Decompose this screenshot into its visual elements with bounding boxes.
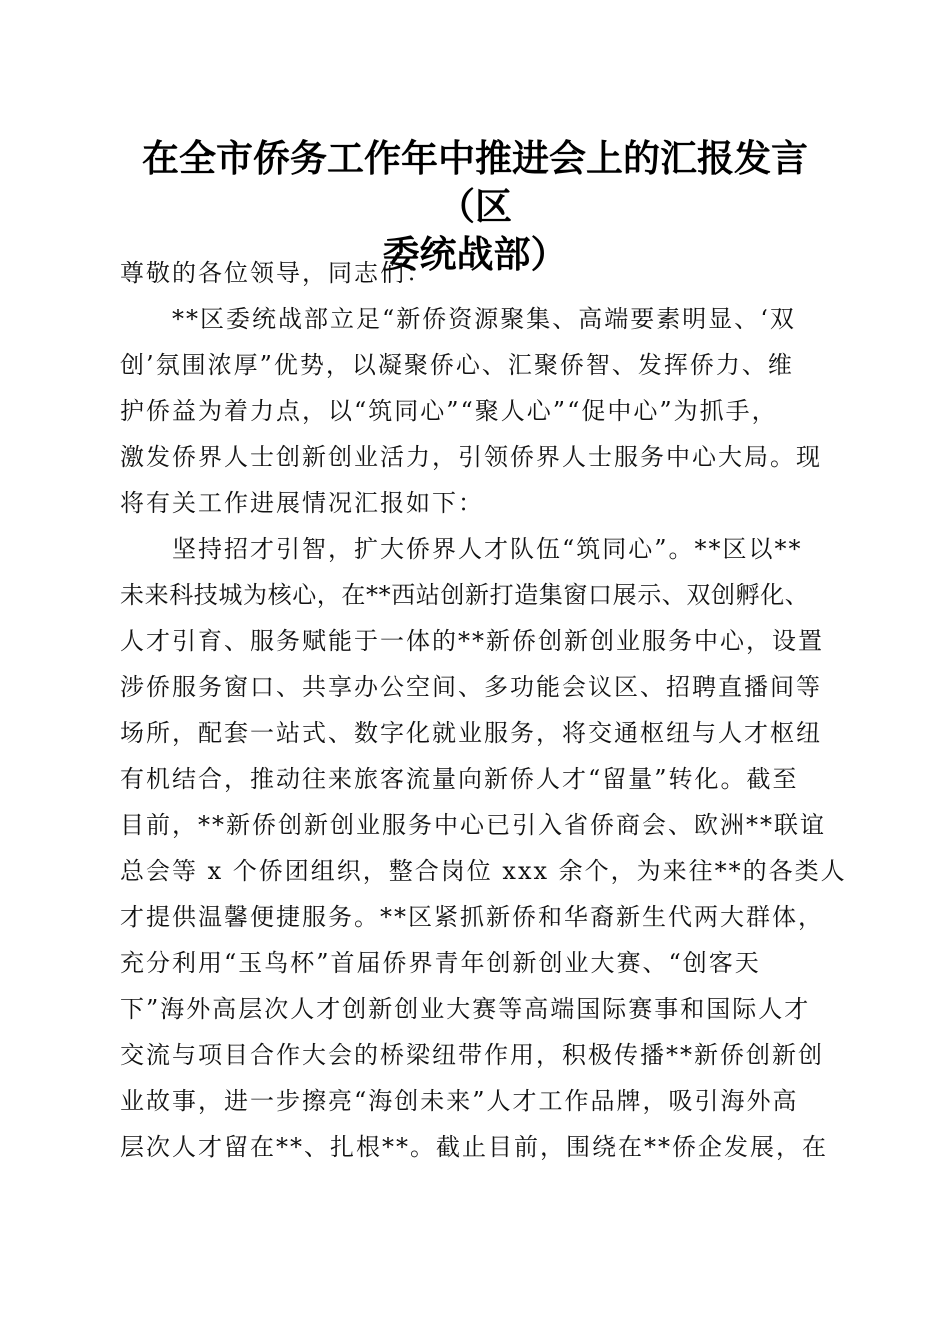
title-line-1: 在全市侨务工作年中推进会上的汇报发言（区 (142, 136, 808, 228)
paragraph-2-line-14: 层次人才留在**、扎根**。截止目前，围绕在**侨企发展，在 (120, 1133, 828, 1161)
paragraph-2-line-6: 有机结合，推动往来旅客流量向新侨人才“留量”转化。截至 (120, 765, 799, 793)
paragraph-2-line-5: 场所，配套一站式、数字化就业服务，将交通枢纽与人才枢纽 (120, 719, 822, 747)
paragraph-2-line-11: 下”海外高层次人才创新创业大赛等高端国际赛事和国际人才 (120, 995, 811, 1023)
paragraph-2-line-2: 未来科技城为核心，在**西站创新打造集窗口展示、双创孵化、 (120, 581, 810, 609)
paragraph-1-line-2: 创’氛围浓厚”优势，以凝聚侨心、汇聚侨智、发挥侨力、维 (120, 351, 794, 379)
salutation: 尊敬的各位领导，同志们： (120, 259, 432, 287)
paragraph-2-line-13: 业故事，进一步擦亮“海创未来”人才工作品牌，吸引海外高 (120, 1087, 799, 1115)
paragraph-2-line-1: 坚持招才引智，扩大侨界人才队伍“筑同心”。**区以** (172, 535, 803, 563)
paragraph-2-line-8: 总会等 x 个侨团组织，整合岗位 xxx 余个，为来往**的各类人 (120, 857, 847, 885)
paragraph-1-line-1: **区委统战部立足“新侨资源聚集、高端要素明显、‘双 (172, 305, 796, 333)
paragraph-2-line-3: 人才引育、服务赋能于一体的**新侨创新创业服务中心，设置 (120, 627, 824, 655)
paragraph-1-line-3: 护侨益为着力点，以“筑同心”“聚人心”“促中心”为抓手， (120, 397, 778, 425)
document-body (120, 250, 847, 1170)
paragraph-2-line-7: 目前，**新侨创新创业服务中心已引入省侨商会、欧洲**联谊 (120, 811, 826, 839)
paragraph-2-line-12: 交流与项目合作大会的桥梁纽带作用，积极传播**新侨创新创 (120, 1041, 824, 1069)
paragraph-1-line-5: 将有关工作进展情况汇报如下： (120, 489, 484, 517)
paragraph-2-line-9: 才提供温馨便捷服务。**区紧抓新侨和华裔新生代两大群体， (120, 903, 824, 931)
paragraph-2-line-4: 涉侨服务窗口、共享办公空间、多功能会议区、招聘直播间等 (120, 673, 822, 701)
title-line-2: 委统战部） (382, 232, 568, 276)
paragraph-2-line-10: 充分利用“玉鸟杯”首届侨界青年创新创业大赛、“创客天 (120, 949, 761, 977)
paragraph-1-line-4: 激发侨界人士创新创业活力，引领侨界人士服务中心大局。现 (120, 443, 822, 471)
